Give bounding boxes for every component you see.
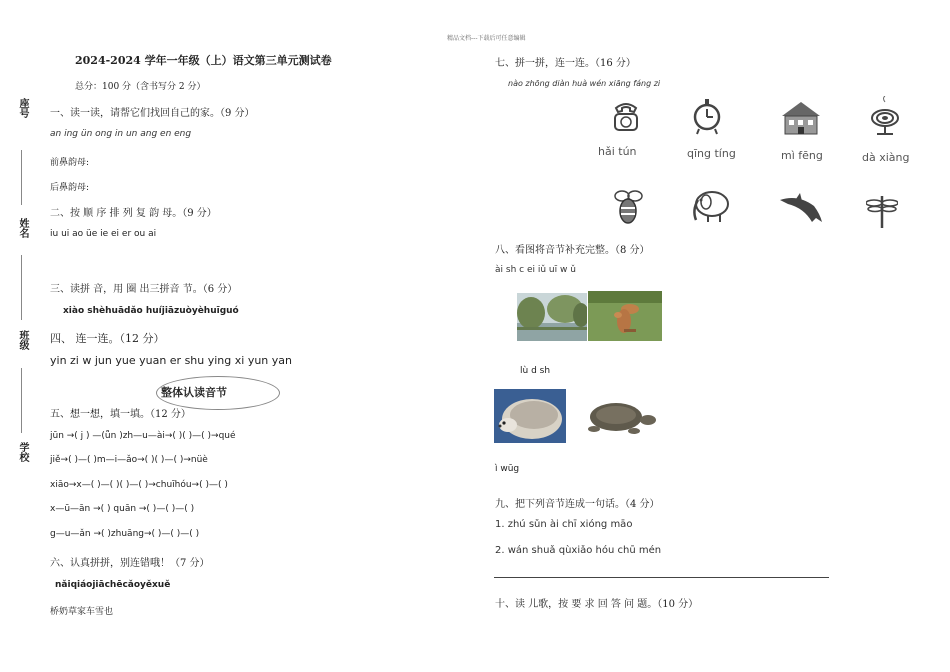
q5-title: 五、想一想，填一填。（12 分） <box>50 409 191 420</box>
seat-line <box>21 150 22 205</box>
page-title: 2024-2024 学年一年级（上）语文第三单元测试卷 <box>75 54 332 67</box>
telephone-icon <box>608 96 644 134</box>
q5-line-3: xiāo→x—( )—( )( )—( )→chuīhóu→( )—( ) <box>50 480 228 490</box>
mosquito-coil-icon <box>869 96 901 138</box>
q3-letters: xiào shèhuādǎo huíjiāzuòyèhuīguó <box>63 306 239 316</box>
q2-letters: iu ui ao üe ie ei er ou ai <box>50 229 157 239</box>
dolphin-icon <box>778 192 824 228</box>
q5-line-2: jiě→( )—( )m—i—ǎo→( )( )—( )→nüè <box>50 455 208 465</box>
q6-hanzi: 桥奶草家车雪也 <box>50 607 114 617</box>
q8-line2: lù d sh <box>520 366 551 376</box>
bee-icon <box>611 186 645 226</box>
q6-pinyin: nǎiqiáojiāchēcǎoyěxuě <box>55 580 171 590</box>
elephant-icon <box>688 188 732 224</box>
dragonfly-icon <box>866 194 898 230</box>
willow-photo <box>517 293 587 341</box>
answer-line <box>494 577 829 578</box>
q5-line-1: jūn →( j ) —(ǖn )zh—u—ài→( )( )—( )→qué <box>50 431 236 441</box>
label-mifeng: mì fēng <box>781 149 823 162</box>
q7-title: 七、拼一拼，连一连。（16 分） <box>495 58 636 69</box>
name-line <box>21 255 22 320</box>
class-label: 班级 <box>17 330 28 350</box>
class-line <box>21 368 22 433</box>
q9-sentence-2: 2. wán shuǎ qùxiǎo hóu chū mén <box>495 545 662 556</box>
q4-ellipse-label: 整体认读音节 <box>161 386 227 399</box>
label-qingting: qīng tíng <box>687 147 736 160</box>
q8-letters: ài sh c ei iǔ uī w ǔ <box>495 265 576 275</box>
seat-number-label: 座号 <box>17 98 28 118</box>
q4-letters: yin zi w jun yue yuan er shu ying xi yun yan <box>50 354 292 367</box>
q1-title: 一、读一读，请帮它们找回自己的家。（9 分） <box>50 108 255 119</box>
q10-title: 十、读 儿歌，按 要 求 回 答 问 题。（10 分） <box>495 599 699 610</box>
alarm-clock-icon <box>691 97 723 137</box>
name-label: 姓名 <box>17 218 28 238</box>
kangaroo-photo <box>588 291 662 341</box>
school-label: 学校 <box>17 442 28 462</box>
q6-title: 六、认真拼拼，别连错哦！（7 分） <box>50 558 210 569</box>
q5-line-5: g—u—ǎn →( )zhuāng→( )—( )—( ) <box>50 529 200 539</box>
label-daxiang: dà xiàng <box>862 151 910 164</box>
q2-title: 二、按 顺 序 排 列 复 韵 母。（9 分） <box>50 208 217 219</box>
q9-title: 九、把下列音节连成一句话。（4 分） <box>495 499 660 510</box>
q5-line-4: x—ū—ān →( ) quān →( )—( )—( ) <box>50 504 195 514</box>
q3-title: 三、读拼 音，用 圈 出三拼音 节。（6 分） <box>50 284 238 295</box>
score-line: 总分：100 分（含书写分 2 分） <box>75 82 206 92</box>
q9-sentence-1: 1. zhú sǔn ài chī xióng māo <box>495 519 633 530</box>
q4-title: 四、 连一连。（12 分） <box>50 332 165 345</box>
q1-front-nasal: 前鼻韵母: <box>50 158 90 168</box>
label-haitun: hǎi tún <box>598 145 637 158</box>
q8-title: 八、看图将音节补充完整。（8 分） <box>495 245 650 256</box>
header-note: 精品文档---下载后可任意编辑 <box>447 35 526 42</box>
hedgehog-photo <box>494 389 566 443</box>
q1-back-nasal: 后鼻韵母: <box>50 183 90 193</box>
turtle-photo <box>572 393 662 443</box>
q7-pinyin: nào zhōng diàn huà wén xiāng fáng zi <box>508 79 661 88</box>
q8-line3: ì wūg <box>495 464 520 474</box>
house-icon <box>780 100 822 136</box>
q1-letters: an ing ün ong in un ang en eng <box>50 129 192 139</box>
